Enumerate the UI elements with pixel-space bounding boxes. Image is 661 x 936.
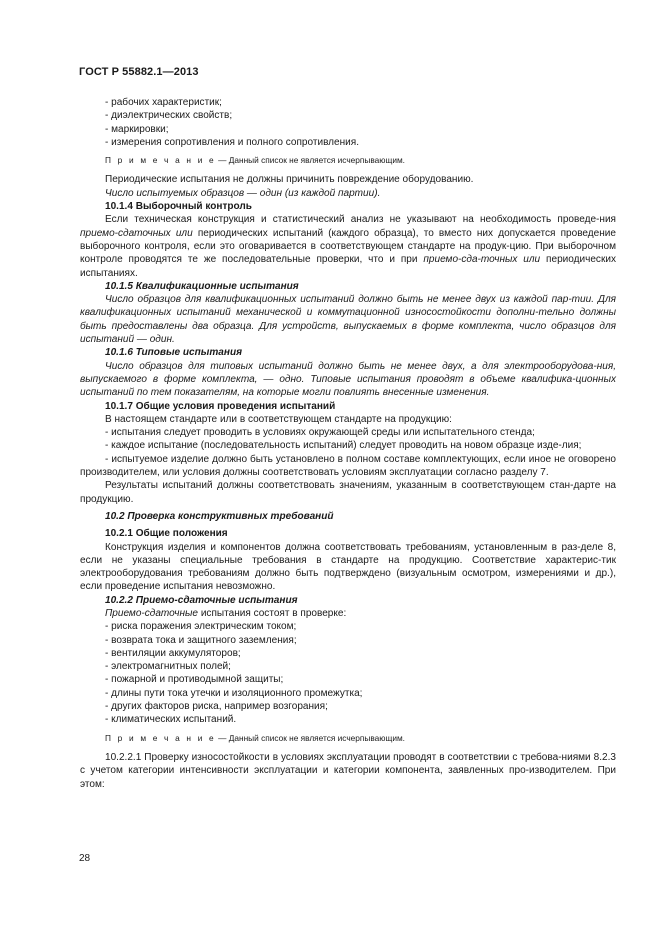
note-text: — Данный список не является исчерпывающим. (215, 155, 405, 166)
list-item: - вентиляции аккумуляторов; (105, 647, 241, 659)
list-item: - электромагнитных полей; (105, 661, 231, 673)
paragraph (80, 360, 616, 400)
list-item: - длины пути тока утечки и изоляционного промежутка; (105, 687, 363, 699)
list-item: - рабочих характеристик; (105, 97, 222, 108)
section-heading-10-1-6: 10.1.6 Типовые испытания (105, 347, 243, 359)
section-heading-10-2-1: 10.2.1 Общие положения (105, 528, 228, 540)
list-item: - риска поражения электрическим током; (105, 621, 297, 633)
italic-text: Число образцов для типовых испытаний должно быть не менее двух, а для электрооборудова-ния, выпускаемого в форме комплекта, — одно. Типовые испытания проводят в объеме квалифика-ционных испытаний по тем показателям, на которые могли повлиять внесенные изменения. (80, 360, 616, 399)
italic-text: Число образцов для квалификационных испытаний должно быть не менее двух из каждой пар-тии. Для квалификационных испытаний механической и коммутационной износостойкости дополни-тельно должны быть предоставлены два образца. Для устройств, выпускаемых в форме комплекта, число образцов для испытаний — один. (80, 294, 616, 346)
list-item: - испытуемое изделие должно быть установлено в полном составе комплектующих, если иное не оговорено производителем, или условия должны соответствовать условиям эксплуатации согласно разделу 7. (80, 453, 616, 479)
paragraph-10-2-2-1: 10.2.2.1 Проверку износостойкости в условиях эксплуатации проводят в соответствии с требова-ниями 8.2.3 с учетом категории интенсивности эксплуатации и категории компонента, заявленных про-изводителем. При этом: (80, 751, 616, 790)
paragraph: Результаты испытаний должны соответствовать значениям, указанным в соответствующем стан-дарте на продукцию. (80, 480, 616, 505)
italic-text: приемо-сдаточных или (80, 227, 193, 239)
text-run: Если техническая конструкция и статистический анализ не указывают на необходимость проведе-ния (105, 214, 616, 226)
note-text: — Данный список не является исчерпывающим. (215, 732, 405, 743)
document-body (80, 96, 616, 791)
list-item: - возврата тока и защитного заземления; (105, 634, 297, 646)
text-run: периодических испытаний (каждого образца), то вместо них допускается проведение выборочного контроля, если это оговаривается в соответствующем стандарте на продук-цию. При выборочном контроле проводятся те же последовательные проверки, что и при (80, 227, 616, 266)
page-number: 28 (79, 853, 91, 864)
paragraph (80, 213, 616, 279)
list-item: - испытания следует проводить в условиях окружающей среды или испытательного стенда; (105, 427, 535, 439)
paragraph (80, 293, 616, 346)
list-item: - каждое испытание (последовательность испытаний) следует проводить на новом образце изде-лия; (105, 440, 582, 452)
note-label: П р и м е ч а н и е (105, 155, 216, 166)
italic-text: Приемо-сдаточные (105, 607, 199, 619)
section-heading-10-2: 10.2 Проверка конструктивных требований (105, 510, 334, 522)
list-item: - других факторов риска, например возгорания; (105, 701, 328, 713)
list-item: - климатических испытаний. (105, 714, 237, 726)
list-item: - пожарной и противодымной защиты; (105, 674, 284, 686)
paragraph: Периодические испытания не должны причинить повреждение оборудованию. (105, 174, 474, 186)
italic-text: Число испытуемых образцов — один (из каждой партии). (105, 187, 381, 199)
paragraph (80, 607, 616, 620)
section-heading-10-1-5: 10.1.5 Квалификационные испытания (105, 280, 299, 292)
text-run: периодических испытаниях. (80, 254, 616, 279)
paragraph: В настоящем стандарте или в соответствующем стандарте на продукцию: (105, 413, 452, 425)
document-header: ГОСТ Р 55882.1—2013 (79, 66, 199, 78)
section-heading-10-1-7: 10.1.7 Общие условия проведения испытаний (105, 400, 336, 412)
section-heading-10-1-4: 10.1.4 Выборочный контроль (105, 201, 252, 213)
note-label: П р и м е ч а н и е (105, 732, 216, 743)
text-run: испытания состоят в проверке: (198, 607, 347, 619)
italic-text: приемо-сда-точных или (423, 254, 541, 266)
list-item: - диэлектрических свойств; (105, 110, 233, 122)
note (80, 154, 616, 167)
list-item: - маркировки; (105, 123, 169, 135)
paragraph: Конструкция изделия и компонентов должна соответствовать требованиям, установленным в раз-деле 8, если не указаны специальные требования в стандарте на продукцию. Соответствие характерис-тик электрооборудования требованиям должно быть подтверждено (визуальным осмотром, измерениями и др.), если проведение испытания невозможно. (80, 541, 616, 593)
note (80, 732, 616, 745)
section-heading-10-2-2: 10.2.2 Приемо-сдаточные испытания (105, 594, 298, 606)
paragraph (80, 187, 616, 200)
list-item: - измерения сопротивления и полного сопротивления. (105, 136, 360, 148)
